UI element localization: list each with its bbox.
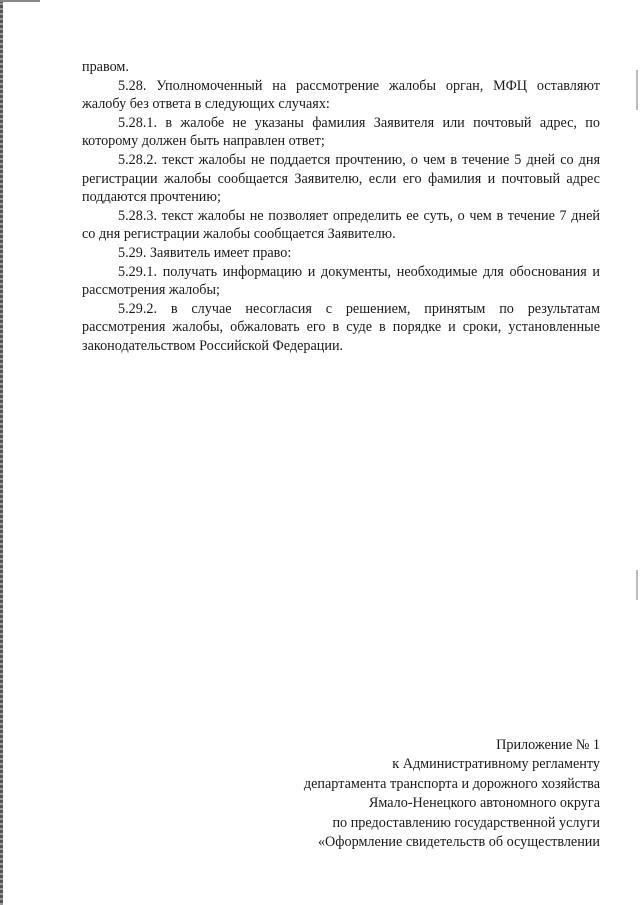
paragraph-5-28-2: 5.28.2. текст жалобы не поддается прочтению, о чем в течение 5 дней со дня регистрации жалобы сообщается Заявителю, если его фамилия и почтовый адрес поддаются прочтению; (82, 151, 600, 206)
appendix-line: департамента транспорта и дорожного хозяйства (303, 775, 600, 792)
page-body (82, 58, 600, 356)
scan-edge-right-mark (636, 570, 638, 600)
paragraph-5-29: 5.29. Заявитель имеет право: (118, 244, 292, 261)
paragraph-5-28: 5.28. Уполномоченный на рассмотрение жалобы орган, МФЦ оставляют жалобу без ответа в следующих случаях: (82, 77, 600, 113)
appendix-line: по предоставлению государственной услуги (332, 814, 600, 831)
appendix-line: к Административному регламенту (392, 756, 600, 773)
paragraph-5-29-1: 5.29.1. получать информацию и документы, необходимые для обоснования и рассмотрения жалобы; (82, 263, 600, 299)
paragraph-5-29-2: 5.29.2. в случае несогласия с решением, принятым по результатам рассмотрения жалобы, обжаловать его в суде в порядке и сроки, установленные законодательством Российской Федерации. (82, 300, 600, 354)
paragraph-5-28-3: 5.28.3. текст жалобы не позволяет определить ее суть, о чем в течение 7 дней со дня регистрации жалобы сообщается Заявителю. (82, 207, 600, 243)
appendix-header (140, 736, 600, 852)
scan-edge-right-mark (636, 70, 638, 110)
appendix-line: Ямало-Ненецкого автономного округа (368, 795, 600, 812)
paragraph-continuation: правом. (82, 59, 129, 75)
scan-edge-left (0, 0, 3, 905)
appendix-line: «Оформление свидетельств об осуществлении (317, 834, 600, 851)
appendix-title: Приложение № 1 (496, 737, 600, 753)
scan-edge-top (0, 0, 40, 2)
paragraph-5-28-1: 5.28.1. в жалобе не указаны фамилия Заявителя или почтовый адрес, по которому должен быть направлен ответ; (82, 114, 600, 150)
